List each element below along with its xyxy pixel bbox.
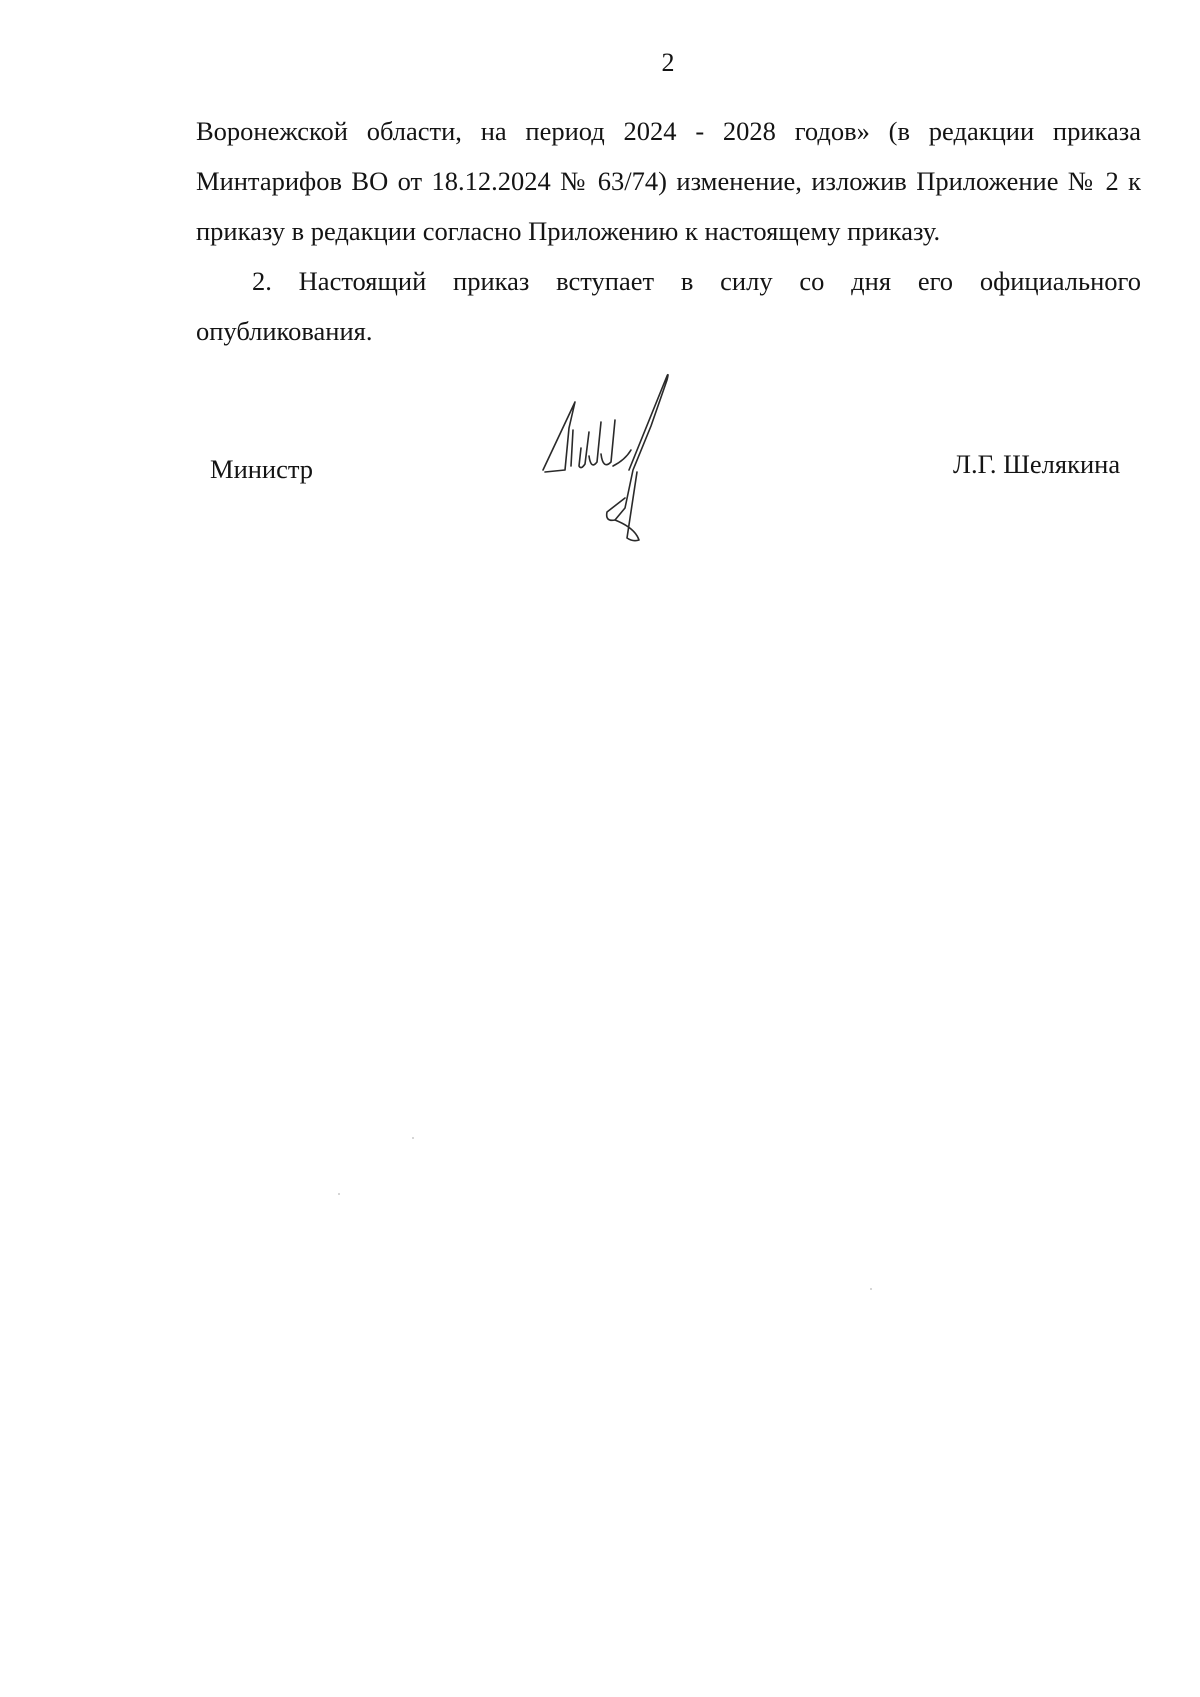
page-number: 2	[661, 48, 675, 77]
signature-block	[0, 390, 1200, 570]
document-body	[196, 106, 1141, 356]
signatory-name: Л.Г. Шелякина	[953, 449, 1121, 479]
handwritten-signature	[535, 370, 695, 555]
scan-speck	[870, 1288, 872, 1290]
paragraph-effective-date: 2. Настоящий приказ вступает в силу со дня его официального опубликования.	[196, 266, 1141, 346]
scan-speck	[338, 1193, 340, 1195]
scan-speck	[412, 1137, 414, 1139]
paragraph-continuation: Воронежской области, на период 2024 - 2028 годов» (в редакции приказа Минтарифов ВО от 18.12.2024 № 63/74) изменение, изложив Приложение № 2 к приказу в редакции согласно Приложению к настоящему приказу.	[196, 116, 1141, 246]
signatory-position: Министр	[210, 454, 314, 484]
